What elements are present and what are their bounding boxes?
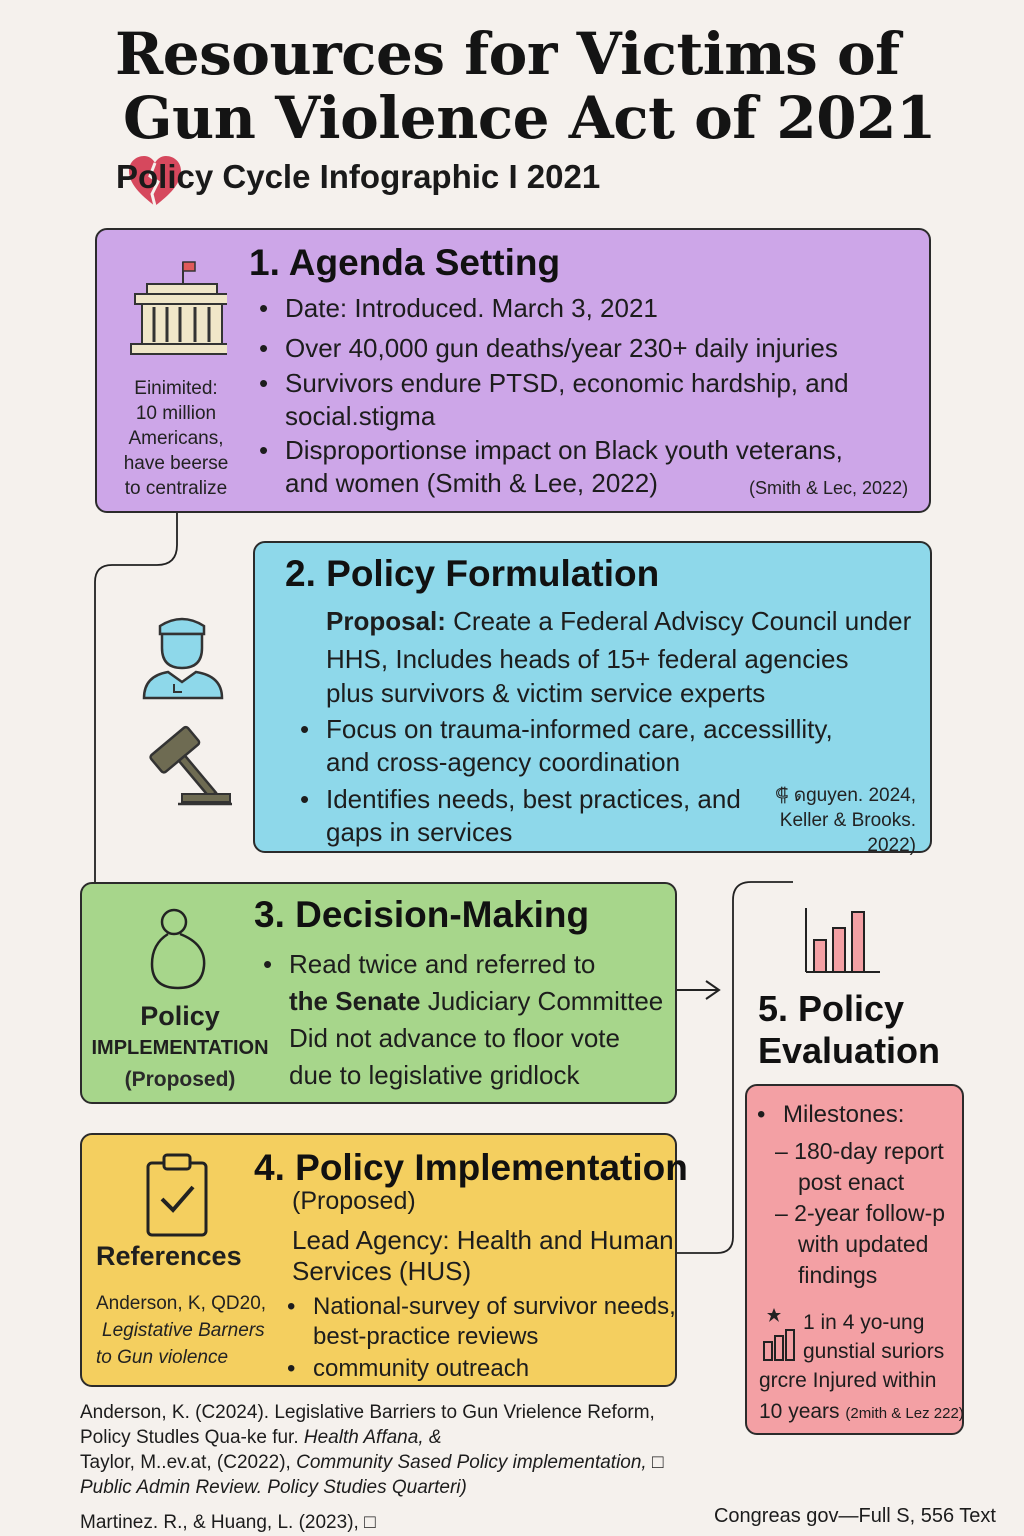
reference-line: Martinez. R., & Huang, L. (2023), □ [80, 1512, 376, 1533]
star-icon [767, 1308, 781, 1322]
title-line-1: Resources for Victims of [115, 20, 900, 88]
reference-line: Policy Studles Qua-ke fur. Health Affana, & [80, 1427, 442, 1448]
stage-2-proposal-line: HHS, Includes heads of 15+ federal agencies [326, 644, 849, 674]
milestone-list: – 180-day report post enact – 2-year follow-p with updated findings [775, 1138, 946, 1288]
stage-policy-formulation [253, 541, 932, 856]
stage-1-bullet: • Survivors endure PTSD, economic hardship, and [285, 367, 849, 400]
stage-2-bullet-cont: and cross-agency coordination [326, 747, 681, 777]
stage-1-citation: (Smith & Lec, 2022) [749, 478, 909, 498]
stage-1-bullet: • Over 40,000 gun deaths/year 230+ daily injuries [285, 332, 838, 365]
stage-1-bullet-cont: and women (Smith & Lee, 2022) [285, 468, 658, 498]
decision-figure-icon [144, 904, 214, 994]
stage-decision-making [80, 882, 677, 1104]
references-list [80, 1400, 700, 1535]
stage-3-side-label: Policy IMPLEMENTATION (Proposed) [91, 1001, 269, 1091]
stage-5-heading: 5. Policy Evaluation [758, 988, 941, 1071]
stage-3-heading: 3. Decision-Making [254, 894, 590, 935]
stage-4-bullet: • National-survey of survivor needs, [313, 1290, 676, 1323]
stage-1-bullet-cont: social.stigma [285, 401, 436, 431]
bar-chart-icon [802, 906, 882, 976]
stage-2-proposal [326, 605, 911, 637]
stage-2-heading: 2. Policy Formulation [285, 553, 660, 594]
stage-2-bullet-cont: gaps in services [326, 817, 513, 847]
title-line-2 [123, 86, 975, 220]
reference-line: Public Admin Review. Policy Studies Quarteri) [80, 1477, 467, 1498]
stage-4-references-side: Anderson, K, QD20, Legistative Barners to Gun violence [96, 1293, 267, 1368]
proposal-label: Proposal: [326, 606, 446, 636]
stage-1-heading: 1. Agenda Setting [249, 242, 561, 283]
stage-3-bullet: • Read twice and referred to [289, 948, 595, 981]
stage-1-side-note: Einimited: 10 million Americans, have beerse to centralize [123, 378, 229, 499]
stage-4-heading: 4. Policy Implementation [254, 1147, 688, 1188]
official-person-icon [140, 612, 228, 700]
stage-4-lead-agency: Lead Agency: Health and Human [292, 1225, 674, 1255]
stage-1-bullet: • Date: Introduced. March 3, 2021 [285, 292, 658, 325]
stat-line: grcre Injured within [759, 1369, 937, 1392]
stage-3-line: Did not advance to floor vote [289, 1023, 620, 1053]
stat-line: 1 in 4 yo-ung [803, 1311, 925, 1334]
gavel-icon [138, 720, 234, 808]
stage-2-citation: ⸿ ดguyen. 2024, Keller & Brooks. 2022) [775, 785, 916, 856]
reference-line: Anderson, K. (C2024). Legislative Barriers to Gun Vrielence Reform, [80, 1402, 655, 1423]
clipboard-check-icon [142, 1151, 212, 1239]
stage-2-bullet: • Focus on trauma-informed care, accessillity, [326, 713, 833, 746]
source-footer: Congreas gov—Full S, 556 Text [713, 1505, 996, 1527]
capitol-building-icon [127, 260, 227, 365]
stage-2-proposal-line: plus survivors & victim service experts [326, 678, 766, 708]
stage-4-proposed: (Proposed) [292, 1187, 416, 1215]
stat-line: 10 years (2mith & Lez 222) [759, 1400, 964, 1423]
stage-policy-evaluation [745, 1084, 964, 1435]
stage-1-bullet: • Disproportionse impact on Black youth veterans, [285, 434, 843, 467]
page-subtitle: Policy Cycle Infographic I 2021 [116, 158, 601, 195]
stage-3-line: due to legislative gridlock [289, 1060, 580, 1090]
stage-4-bullet-cont: best-practice reviews [313, 1323, 539, 1350]
mini-bar-chart-icon [761, 1326, 797, 1362]
stage-4-references-heading: References [96, 1241, 242, 1271]
stage-2-bullet: • Identifies needs, best practices, and [326, 783, 741, 816]
stage-3-committee: the Senate Judiciary Committee [289, 986, 664, 1016]
title-line-2-text: Gun Violence Act of 2021 [123, 84, 936, 152]
stage-policy-implementation [80, 1133, 688, 1387]
stat-citation: (2mith & Lez 222) [845, 1405, 964, 1422]
stage-4-lead-agency: Services (HUS) [292, 1256, 472, 1286]
proposal-text: Create a Federal Adviscy Council under [445, 606, 912, 636]
stat-line: gunstial suriors [803, 1340, 945, 1363]
milestones-label: • Milestones: [783, 1098, 904, 1131]
stage-4-bullet: • community outreach [313, 1352, 529, 1385]
stage-agenda-setting [95, 228, 931, 513]
reference-line: Taylor, M..ev.at, (C2022), Community Sased Policy implementation, □ [80, 1452, 664, 1473]
